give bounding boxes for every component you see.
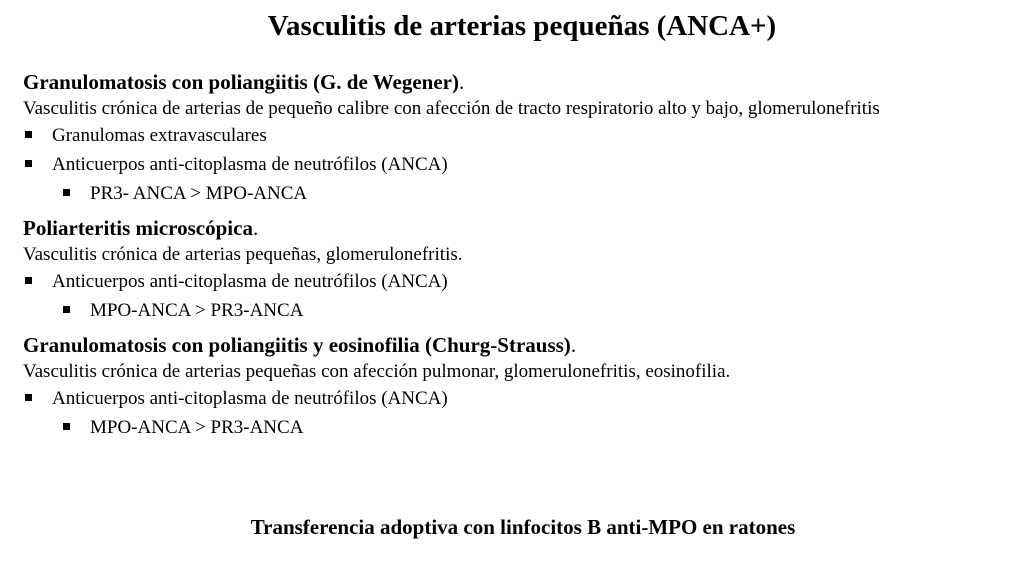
section-description: Vasculitis crónica de arterias pequeñas con afección pulmonar, glomerulonefritis, eosinofilia.	[23, 361, 731, 382]
bullet-text: Anticuerpos anti-citoplasma de neutrófilos (ANCA)	[52, 271, 448, 292]
slide-footer-caption: Transferencia adoptiva con linfocitos B anti-MPO en ratones	[250, 515, 796, 539]
section-microscopic-polyangiitis	[23, 214, 1003, 325]
square-bullet-icon	[63, 306, 70, 313]
section-churg-strauss	[23, 331, 1003, 442]
section-heading-text: Poliarteritis microscópica	[23, 216, 253, 240]
section-heading	[23, 214, 1003, 242]
section-wegener	[23, 68, 1003, 208]
square-bullet-icon	[63, 189, 70, 196]
bullet-text: Anticuerpos anti-citoplasma de neutrófilos (ANCA)	[52, 388, 448, 409]
sub-bullet-item	[23, 179, 1003, 208]
square-bullet-icon	[63, 423, 70, 430]
section-heading-period: .	[252, 216, 259, 240]
square-bullet-icon	[25, 394, 32, 401]
bullet-text: Anticuerpos anti-citoplasma de neutrófilos (ANCA)	[52, 154, 448, 175]
section-heading-text: Granulomatosis con poliangiitis (G. de Wegener)	[23, 70, 459, 94]
square-bullet-icon	[25, 277, 32, 284]
bullet-item	[23, 384, 1003, 413]
bullet-text: MPO-ANCA > PR3-ANCA	[90, 300, 304, 321]
section-heading-text: Granulomatosis con poliangiitis y eosinofilia (Churg-Strauss)	[23, 333, 571, 357]
bullet-item	[23, 150, 1003, 179]
bullet-list	[23, 384, 1003, 442]
sub-bullet-item	[23, 413, 1003, 442]
bullet-text: PR3- ANCA > MPO-ANCA	[90, 183, 308, 204]
bullet-text: MPO-ANCA > PR3-ANCA	[90, 417, 304, 438]
bullet-list	[23, 267, 1003, 325]
section-description: Vasculitis crónica de arterias pequeñas, glomerulonefritis.	[23, 244, 463, 265]
section-heading-period: .	[458, 70, 465, 94]
section-description: Vasculitis crónica de arterias de pequeño calibre con afección de tracto respiratorio alto y bajo, glomerulonefritis	[23, 98, 880, 119]
square-bullet-icon	[25, 131, 32, 138]
bullet-item	[23, 267, 1003, 296]
sub-bullet-item	[23, 296, 1003, 325]
bullet-text: Granulomas extravasculares	[52, 125, 267, 146]
bullet-list	[23, 121, 1003, 208]
section-heading	[23, 68, 1003, 96]
slide-content	[23, 68, 1003, 442]
bullet-item	[23, 121, 1003, 150]
section-heading-period: .	[570, 333, 577, 357]
section-heading	[23, 331, 1003, 359]
slide-title: Vasculitis de arterias pequeñas (ANCA+)	[267, 10, 777, 42]
square-bullet-icon	[25, 160, 32, 167]
